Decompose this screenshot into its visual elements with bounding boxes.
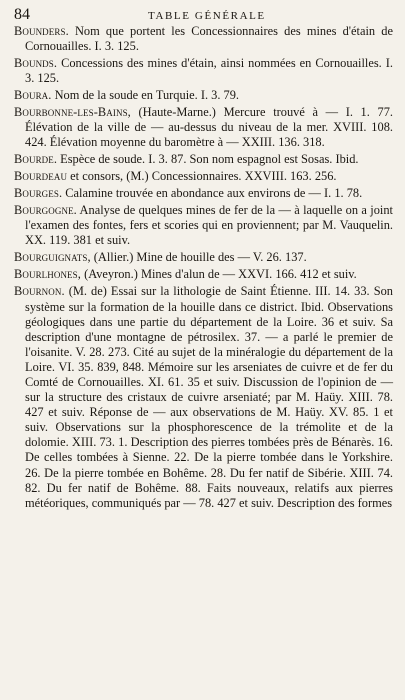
entry-text: Nom de la soude en Turquie. I. 3. 79. <box>51 88 240 103</box>
entry-text: Analyse de quelques mines de fer de la — à laquelle on a joint l'examen des fontes, fers et scories qui en proviennent; par M. Vauquelin. XX. 119. 381 et suiv. <box>25 203 393 248</box>
entry-term: Boura. <box>14 88 52 103</box>
entry-term: Bounds. <box>14 56 58 71</box>
index-entry <box>14 105 393 150</box>
entry-term: Bourlhones, <box>14 267 81 282</box>
index-entry <box>14 284 393 510</box>
running-title: TABLE GÉNÉRALE <box>148 10 266 22</box>
entry-term: Bourde. <box>14 152 58 167</box>
entry-text: (M. de) Essai sur la lithologie de Saint Étienne. III. 14. 33. Son système sur la formation de la houille dans ce district. Ibid. Observations géologiques dans une partie du département de la Loire. 36 et suiv. Sa description d'une montagne de pétrosilex. 37. — a parlé le premier de l'oisanite. V. 28. 273. Cité au sujet de la minéralogie du département de la Loire. VI. 35. 839, 848. Mémoire sur les arseniates de cuivre et de fer du Comté de Cornouailles. XI. 61. 35 et suiv. Discussion de l'opinion de — sur la structure des cristaux de cuivre arseniaté; par M. Haüy. XIII. 78. 427 et suiv. Réponse de — aux observations de M. Haüy. XV. 85. 1 et suiv. Observations sur la phosphorescence de la trémolite et de la dolomie. XIII. 73. 1. Description des pierres tombées près de Bénarès. 16. De celles tombées à Sienne. 22. De la pierre tombée dans le Yorkshire. 26. De la pierre tombée en Bohême. 28. Du fer natif de Sibérie. XIII. 74. 82. Du fer natif de Bohême. 88. Faits nouveaux, relatifs aux pierres météoriques, communiqués par — 78. 427 et suiv. Description des formes <box>25 284 393 510</box>
index-entry <box>14 203 393 248</box>
entry-text: Calamine trouvée en abondance aux environs de — I. 1. 78. <box>62 186 363 201</box>
entry-text: Concessions des mines d'étain, ainsi nommées en Cornouailles. I. 3. 125. <box>25 56 393 86</box>
entry-text: Nom que portent les Concessionnaires des mines d'étain de Cornouailles. I. 3. 125. <box>25 24 393 54</box>
index-entry <box>14 56 393 86</box>
index-entry <box>14 250 393 265</box>
entry-text: (Haute-Marne.) Mercure trouvé à — I. 1. 77. Élévation de la ville de — au-dessus du niveau de la mer. XVIII. 108. 424. Élévation moyenne du baromètre à — XXIII. 136. 318. <box>25 105 393 150</box>
index-entry <box>14 24 393 54</box>
entry-term: Bourdeau <box>14 169 68 184</box>
index-entry <box>14 186 393 201</box>
entry-term: Bournon. <box>14 284 65 299</box>
index-entry <box>14 88 393 103</box>
entry-term: Bourguignats, <box>14 250 91 265</box>
index-entry <box>14 169 393 184</box>
entry-term: Bourges. <box>14 186 63 201</box>
entry-text: (Allier.) Mine de houille des — V. 26. 137. <box>90 250 307 265</box>
page-number: 84 <box>14 6 30 23</box>
entry-term: Bourbonne-les-Bains, <box>14 105 131 120</box>
page-header <box>14 6 393 24</box>
entry-term: Bourgogne. <box>14 203 77 218</box>
entry-text: (Aveyron.) Mines d'alun de — XXVI. 166. 412 et suiv. <box>80 267 357 282</box>
index-entries <box>14 24 393 511</box>
entry-text: et consors, (M.) Concessionnaires. XXVIII. 163. 256. <box>67 169 337 184</box>
index-entry <box>14 152 393 167</box>
index-entry <box>14 267 393 282</box>
entry-term: Bounders. <box>14 24 69 38</box>
entry-text: Espèce de soude. I. 3. 87. Son nom espagnol est Sosas. Ibid. <box>57 152 359 167</box>
